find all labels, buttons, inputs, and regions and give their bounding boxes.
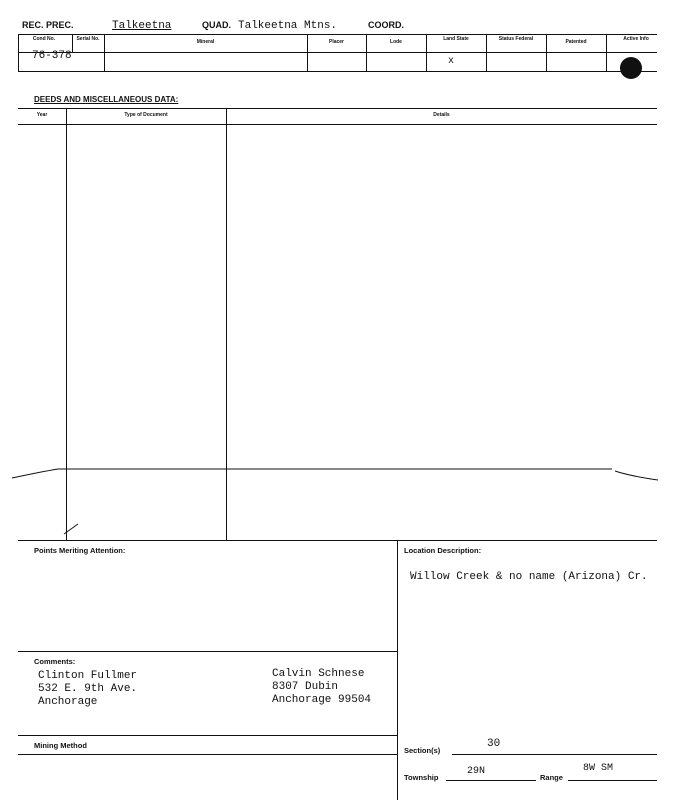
header-table-mid-line (18, 52, 657, 53)
rec-prec-label: REC. PREC. (22, 20, 74, 30)
col-land-state: Land State (443, 36, 469, 42)
township-value: 29N (467, 766, 486, 777)
points-meriting-label: Points Meriting Attention: (34, 546, 126, 555)
mining-method-under-line (18, 754, 397, 755)
col-cond: Cond No. (32, 36, 56, 42)
col-active: Active Info (623, 36, 649, 42)
deeds-table-header-line (18, 124, 657, 125)
comments-top-line (18, 651, 397, 652)
deeds-title: DEEDS AND MISCELLANEOUS DATA: (34, 95, 179, 104)
comments-right-line: 8307 Dubin (272, 681, 339, 693)
deeds-table-top-line (18, 108, 657, 109)
col-patented: Patented (565, 39, 587, 45)
cond-number-value: 76-378 (32, 50, 72, 62)
comments-left-line: Clinton Fullmer (38, 670, 138, 682)
comments-label: Comments: (34, 657, 76, 666)
comments-left-line: Anchorage (38, 696, 98, 708)
active-info-dot (620, 57, 642, 79)
deeds-col-details: Details (433, 112, 450, 118)
range-underline (568, 780, 657, 781)
col-placer: Placer (328, 39, 344, 45)
township-label: Township (404, 773, 439, 782)
range-label: Range (540, 773, 563, 782)
township-underline (446, 780, 536, 781)
range-value: 8W SM (583, 763, 614, 774)
col-serial: Serial No. (76, 36, 100, 42)
comments-right-line: Calvin Schnese (272, 668, 365, 680)
deeds-col-type: Type of Document (124, 112, 168, 118)
comments-right-contact (272, 668, 371, 707)
deeds-col-year: Year (36, 112, 48, 118)
mining-method-label: Mining Method (34, 741, 87, 750)
lower-section-top-line (18, 540, 657, 541)
header-table-bottom-line (18, 71, 657, 72)
section-label: Section(s) (404, 746, 441, 755)
location-description-value: Willow Creek & no name (Arizona) Cr. (410, 571, 648, 583)
location-description-label: Location Description: (404, 546, 482, 555)
comments-left-contact (38, 670, 137, 709)
comments-right-line: Anchorage 99504 (272, 694, 372, 706)
header-table-top-line (18, 34, 657, 35)
lower-section-divider (397, 540, 398, 800)
section-underline (452, 754, 657, 755)
quad-value: Talkeetna Mtns. (238, 20, 338, 32)
quad-label: QUAD. (202, 20, 231, 30)
coord-label: COORD. (368, 20, 404, 30)
section-value: 30 (487, 738, 501, 750)
col-mineral: Mineral (196, 39, 215, 45)
col-status-federal: Status Federal (498, 36, 534, 42)
mining-method-top-line (18, 735, 397, 736)
comments-left-line: 532 E. 9th Ave. (38, 683, 138, 695)
col-lode: Lode (390, 39, 402, 45)
rec-prec-value: Talkeetna (112, 20, 172, 32)
page-fold-marks (0, 458, 678, 538)
land-state-mark: x (448, 56, 455, 67)
